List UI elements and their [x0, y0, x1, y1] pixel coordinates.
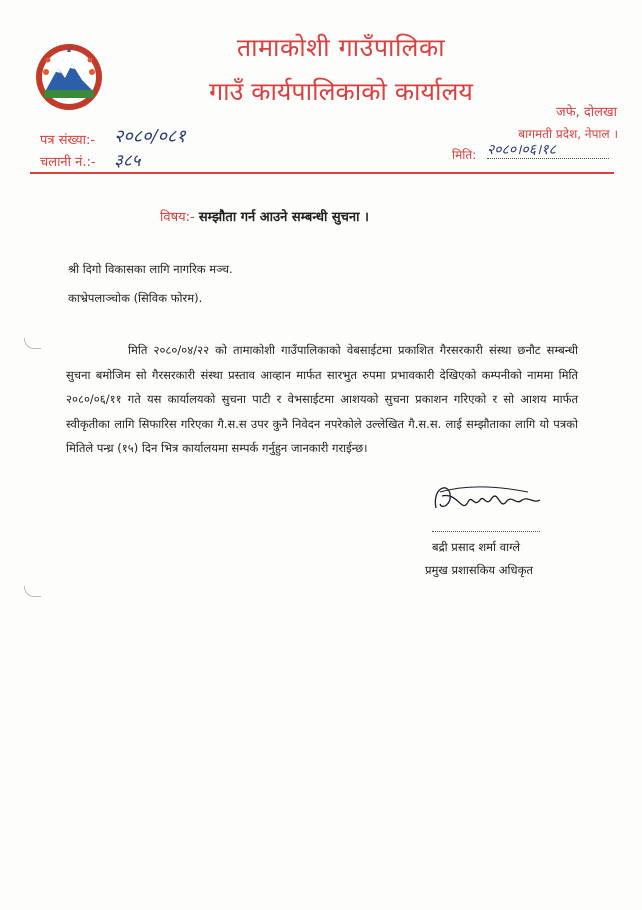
letter-body: मिति २०८०/०४/२२ को तामाकोशी गाउँपालिकाको वेबसाईटमा प्रकाशित गैरसरकारी संस्था छनौट सम्बन्धी सुचना बमोजिम सो गैरसरकारी संस्था प्रस्ताव आव्हान मार्फत सारभुत रुपमा प्रभावकारी देखिएको कम्पनीको नाममा मिति २०८०/०६/११ गते यस कार्यालयको सुचना पाटी र वेभसाईटमा आशयको सुचना प्रकाशन गरिएको र सो आशय मार्फत स्वीकृतीका लागि सिफारिस गरिएका गै.स.स उपर कुनै निवेदन नपरेकोले उल्लेखित गै.स.स. लाई सम्झौताका लागि यो पत्रको मितिले पन्ध्र (१५) दिन भित्र कार्यालयमा सम्पर्क गर्नुहुन जानकारी गराईन्छ। [66, 343, 578, 455]
letterhead-divider [30, 172, 614, 174]
signature-line [432, 531, 540, 532]
signatory-name: बद्री प्रसाद शर्मा वाग्ले [432, 540, 521, 554]
office-title: गाउँ कार्यपालिकाको कार्यालय [209, 77, 473, 106]
subject-line [160, 207, 369, 225]
address-line-1: जफे, दोलखा [555, 105, 617, 120]
subject-text: सम्झौता गर्न आउने सम्बन्धी सुचना । [198, 210, 369, 225]
punch-hole-mark [24, 338, 41, 349]
punch-hole-mark [24, 586, 41, 597]
municipality-title: तामाकोशी गाउँपालिका [236, 33, 446, 62]
signatory-title: प्रमुख प्रशासकिय अधिकृत [425, 563, 533, 577]
address-line-2: बागमती प्रदेश, नेपाल । [518, 127, 618, 141]
recipient-line-2: काभ्रेपलाञ्चोक (सिविक फोरम). [68, 291, 203, 305]
subject-label: विषय:- [160, 210, 195, 225]
recipient-line-1: श्री दिगो विकासका लागि नागरिक मञ्च. [68, 262, 233, 276]
date-label: मिति: [452, 148, 477, 162]
signature-mark [428, 478, 546, 526]
dispatch-no-value: ३८५ [114, 151, 141, 171]
letter-no-value: २०८०/०८१ [114, 126, 186, 147]
dispatch-no-label: चलानी नं.:- [40, 155, 96, 170]
letter-no-label: पत्र संख्या:- [40, 133, 96, 148]
date-value: २०८०।०६।१८ [487, 140, 609, 159]
